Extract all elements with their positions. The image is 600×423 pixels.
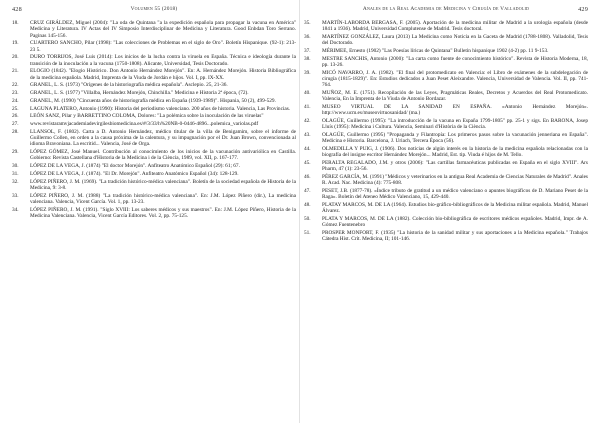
- page-number-right: 429: [578, 6, 588, 13]
- reference-number: 31.: [12, 170, 19, 177]
- reference-item: [304, 104, 588, 117]
- right-page: [304, 0, 588, 423]
- reference-number: 41.: [304, 104, 311, 110]
- reference-link[interactable]: MUSEO VIRTUAL DE LA SANIDAD EN ESPAÑA. «Antonio Hernández Morejón». http://www.ucm.es/museovirtuosanidad/ (ma.): [322, 104, 588, 117]
- reference-number: 50.: [304, 216, 311, 222]
- reference-text: LÓPEZ PIÑERO, J. M. (1991). "Siglo XVIII: Los saberes médicos y sus maestros". En: J.M. López Piñero, Historia de la Medicina Valenciana. Valencia, Vicent García Editores. Vol. 2, pp. 75-125.: [30, 206, 296, 219]
- reference-item: [304, 174, 588, 187]
- reference-text: PROSPER MONFORT, F. (1935) "La historia de la sanidad militar y sus aportaciones a la Medicina española." Trabajos Cátedra Hist. Crít. Medicina, II; 101-146.: [322, 230, 588, 243]
- reference-number: 40.: [304, 90, 311, 96]
- reference-item: [304, 48, 588, 54]
- reference-text: PESET, J.B. (1877-78). «Índice tributo de gratitud a un médico valenciano o apuntes biográficos de D. Mariano Peset de la Raga». Boletín del Ateneo Médico Valenciano, 15, 429-440.: [322, 188, 588, 201]
- reference-number: 27.: [12, 121, 19, 127]
- reference-text: LÓPEZ DE LA VEGA, J. (1874) "El doctor Morejón". Anfiteatro Anatómico Español (29): 61; 67.: [30, 163, 240, 169]
- reference-number: 30.: [12, 163, 19, 169]
- reference-number: 19.: [12, 40, 19, 47]
- reference-item: [304, 146, 588, 159]
- reference-text: CUARTERO SANCHO, Pilar (1998): "Las colecciones de Problemas en el siglo de Oro". Boletín Hispanique. (92-1): 213-23 5.: [30, 40, 296, 53]
- reference-text: LLANSOL, F. (1802). Carta a D. Antonio Hernández, médico titular de la villa de Benigamim, sobre el informe de Guillermo Collen, en orden a la causa próxima de la calentura, y su impugnación por el Dr. Juan Brown, convencionada al idioma Bravoniana. La escritid... Valencia, José de Orga.: [30, 128, 296, 148]
- reference-item: [304, 160, 588, 173]
- reference-item: [12, 171, 296, 177]
- reference-number: 47.: [304, 188, 311, 194]
- reference-number: 45.: [304, 160, 311, 166]
- reference-item: [304, 132, 588, 145]
- reference-text: MARTÍNEZ GONZÁLEZ, Laura (2013) La Medicina como Noticia en la Gaceta de Madrid (1788-1808). Valladolid, Tesis del Doctorado.: [322, 34, 588, 47]
- reference-number: 36.: [304, 34, 311, 40]
- reference-text: GRANEL, M. (1990) "Cincuenta años de historiografía médica en España (1939-1989)". Hispania, 50 (2), 499-529.: [30, 97, 276, 104]
- reference-item: [12, 129, 296, 148]
- reference-text: LÓPEZ PIÑERO, J. M. (1969). "La tradición histórico-médica valenciana". Boletín de la sociedad española de Historia de la Medicina, 9: 3-8.: [30, 178, 296, 191]
- reference-number: 25.: [12, 105, 19, 112]
- reference-item: [12, 40, 296, 53]
- reference-text: LÓPEZ DE LA VEGA, J. (1874). "El Dr. Morejón". Anfiteatro Anatómico Español (34): 128-129.: [30, 170, 239, 177]
- reference-number: 51.: [304, 230, 311, 236]
- reference-text: LEÓN SANZ, Pilar y BARRETTINO COLOMA, Dolores: "La polémica sobre la inoculación de las viruelas": [30, 113, 264, 120]
- reference-text: OLAGÜE, Guillermo (1995) "Propaganda y Filantropía: Los primeros pasos sobre la vacunación jenneriana en España". Medicina e Historia. Barcelona, J. Uriach, Tercera Época (56).: [322, 132, 588, 145]
- reference-number: 18.: [12, 20, 19, 26]
- reference-number: 24.: [12, 97, 19, 104]
- reference-item: [12, 113, 296, 119]
- running-head-title-right: Anales de la Real Academia de Medicina y Cirugía de Valladolid: [362, 6, 530, 12]
- running-head-left: [12, 6, 296, 20]
- reference-number: 28.: [12, 128, 19, 135]
- reference-item: [304, 118, 588, 131]
- reference-text: PÉREZ GARCÍA, M. (1991) "Médicos y veterinarios en la antigua Real Academia de Ciencias Naturales de Madrid". Anales R. Acad. Nac. Medicina (4): 775-808.: [322, 174, 588, 187]
- reference-text: MÉRIMEE, Ernesto (1902) "Las Poesías líricas de Quintana" Bulletin hispanique 1902 (4-2) pp. 11 9-153.: [322, 48, 549, 54]
- reference-text: OLMEDILLA Y PUIG, J. (1906). Dos noticias de algún interés en la historia de la medicina española relacionadas con la biografía del insigne escritor Hernández Morejón... Madrid, Est. tip. Viuda é hijos de M. Tello.: [322, 146, 588, 159]
- reference-link[interactable]: www.revistaramvjacademiadevirgilesbiomedicina.es/#/3/33/h%20NB-0-0446-4896...polemica_variolas.pdf: [30, 121, 259, 127]
- reference-number: 22.: [12, 82, 19, 89]
- running-head-title-left: Volumen 55 (2018): [130, 6, 178, 12]
- reference-item: [12, 121, 296, 127]
- reference-number: 38.: [304, 55, 311, 62]
- reference-number: 35.: [304, 20, 311, 26]
- reference-text: GRANEL, L. S. (1977) "Villalba, Hernández Morejón, Chinchilla." Medicina e Historia 2ª época, (72).: [30, 90, 249, 96]
- reference-number: 42.: [304, 118, 311, 124]
- reference-item: [12, 106, 296, 112]
- reference-list-left: [12, 20, 296, 219]
- reference-item: [304, 56, 588, 69]
- reference-text: ELOGIO (1842). "Elogio Histórico. Don Antonio Hernández Morejón". En: A. Hernández Morejón. Historia Bibliográfica de la medicina española. Madrid, Imprenta de la Viuda de Jordán e hijos. Vol. I, pp. IX-XX.: [30, 68, 296, 81]
- reference-item: [304, 188, 588, 201]
- reference-text: LÓPEZ GÓMEZ, José Manuel. Contribución al conocimiento de los inicios de la vacunación antivariólica en Castilla. Gobierno: Revista Castellana d'Historia de la Medicina i de la Ciència, 1989, vol. XII, p. 167-177.: [30, 149, 296, 162]
- reference-item: [12, 90, 296, 96]
- reference-text: MESTRE SANCHIS, Antonio (2000): "La carta como fuente de conocimiento histórico". Revista de Historia Moderna, 18, pp. 13-26.: [322, 55, 588, 68]
- reference-text: PLATA Y MARCOS, M. DE LA (1882). Colección bio-bibliográfica de escritores médicos españoles. Madrid, Impr. de A. Gómez Fuentenebro: [322, 216, 588, 229]
- reference-text: MICÓ NAVARRO, J. A. (1982). "El final del protomedicato en Valencia: el Libro de exámenes de la subdelegación de cirugía (1815-1829)". En: Estudios dedicados a Juan Peset Aleixandre. Valencia, Universidad de Valencia. Vol. II, pp. 741-764.: [322, 69, 588, 89]
- reference-number: 29.: [12, 149, 19, 155]
- reference-item: [304, 20, 588, 33]
- left-page: [12, 0, 296, 423]
- reference-number: 23.: [12, 90, 19, 96]
- reference-text: MARTÍN-LABORDA BERGASA, F. (2005). Aportación de la medicina militar de Madrid a la urología española (desde 1841 a 1936). Madrid, Universidad Complutense de Madrid. Tesis doctoral.: [322, 20, 588, 33]
- reference-number: 32.: [12, 178, 19, 185]
- reference-item: [304, 90, 588, 103]
- reference-item: [12, 193, 296, 206]
- page-gutter: [299, 0, 300, 423]
- reference-item: [12, 149, 296, 162]
- reference-text: GRANEL, L. S. (1973) "Orígenes de la historiografía médica española". Asclepio. 25, 21-36.: [30, 82, 228, 89]
- reference-text: PERALTA REGALADO, J.M. y otros (2006): "Las cartillas farmacéuticas publicadas en España en el siglo XVIII". Ars Pharm, 47 (1): 23-56.: [322, 160, 588, 173]
- reference-text: MUÑOZ, M. E. (1751). Recopilación de las Leyes, Pragmáticas Reales, Decretos y Acuerdos del Real Protomedicato. Valencia, En la Imprenta de la Viuda de Antonio Bordazar.: [322, 90, 588, 103]
- reference-text: LAGUNA PLATERO, Antonio (1990): Historia del periodismo valenciano. 200 años de historia. Valencia, Las Provincias.: [30, 105, 291, 112]
- reference-item: [12, 20, 296, 39]
- reference-number: 20.: [12, 54, 19, 61]
- reference-number: 46.: [304, 174, 311, 180]
- reference-item: [304, 216, 588, 229]
- reference-item: [12, 163, 296, 169]
- page-number-left: 428: [12, 6, 22, 13]
- reference-item: [304, 202, 588, 215]
- reference-number: 34.: [12, 206, 19, 213]
- reference-text: LÓPEZ PIÑERO, J. M. (1988) "La tradición histórico-médica valenciana". En: J.M. López Piñero (dir.), La medicina valenciana. Valencia, Vicent García. Vol. 1, pp. 13-23.: [30, 192, 296, 205]
- reference-item: [12, 98, 296, 104]
- reference-item: [12, 54, 296, 67]
- reference-number: 33.: [12, 192, 19, 199]
- reference-number: 39.: [304, 69, 311, 76]
- reference-number: 48.: [304, 202, 311, 208]
- reference-text: CRUZ GIRÁLDEZ, Miguel (2004): "La oda de Quintana "a la expedición española para propagar la vacuna en América" Medicina y Literatura. IV Actas del IV Simposio Interdisciplinar de Medicina y Literatura. Good Enbdan Toro Serrano. Paginas 145-156.: [30, 20, 296, 39]
- reference-text: OLAGÜE, Guillermo (1995): "La introducción de la vacuna en España 1799-1805" pp. 25-1 y sigs. En BARONA, Josep Lluís (1995): Medicina i Cultura. Valencia, Seminari d'Història de la Ciència.: [322, 118, 588, 131]
- reference-number: 43.: [304, 132, 311, 138]
- reference-item: [12, 179, 296, 192]
- reference-item: [12, 82, 296, 88]
- reference-list-right: [304, 20, 588, 243]
- reference-number: 37.: [304, 48, 311, 54]
- reference-item: [304, 34, 588, 47]
- reference-item: [304, 230, 588, 243]
- reference-text: PLATAY MARCOS, M. DE LA (1964). Estudios bio-gráfico-bibliográficos de la Medicina militar española. Madrid, Manuel Álvarez.: [322, 202, 588, 215]
- reference-number: 26.: [12, 113, 19, 120]
- reference-item: [304, 70, 588, 89]
- reference-number: 44.: [304, 146, 311, 152]
- reference-text: DURO TORRIJOS, José Luis (2014): Los inicios de la lucha contra la viruela en España. Técnica e ideología durante la transición de la inoculación a la vacuna (1750-1808). Alicante, Universidad, Tesis Doctorado.: [30, 54, 296, 67]
- running-head-right: [304, 6, 588, 20]
- reference-item: [12, 207, 296, 220]
- reference-item: [12, 68, 296, 81]
- reference-number: 21.: [12, 68, 19, 75]
